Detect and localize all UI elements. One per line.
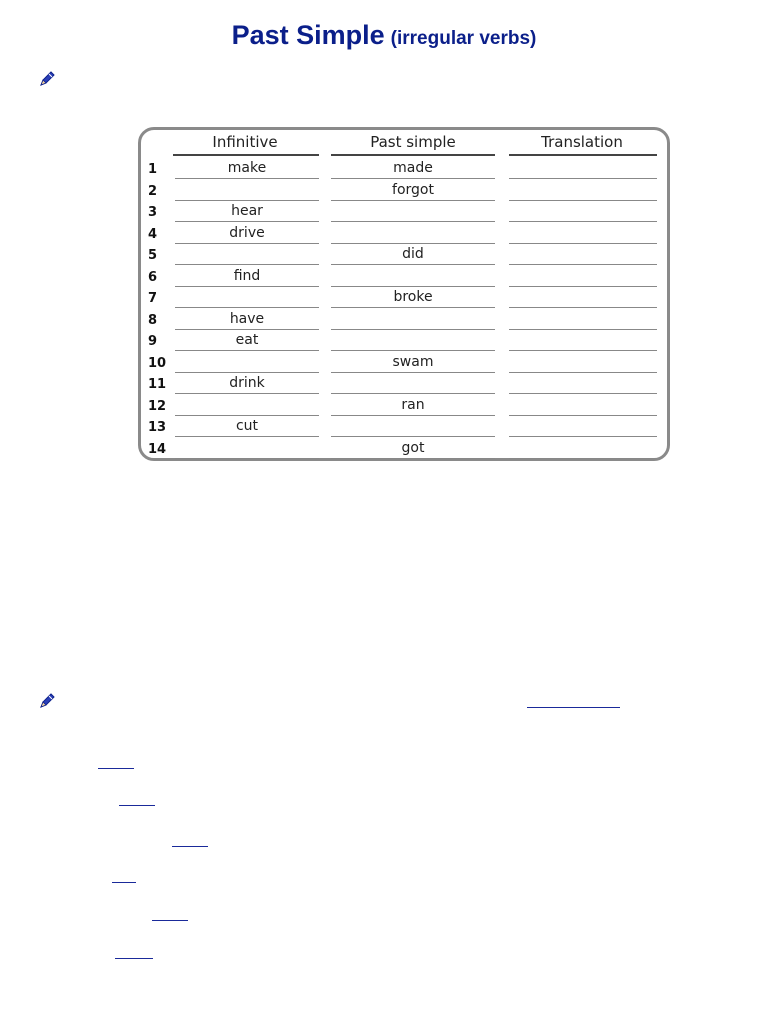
- row-number: 3: [148, 205, 158, 220]
- table-row: [141, 289, 667, 310]
- translation-cell[interactable]: [509, 440, 657, 459]
- answer-blank[interactable]: [119, 805, 155, 806]
- row-number: 14: [148, 441, 167, 457]
- past-simple-cell[interactable]: made: [331, 160, 495, 179]
- answer-blank[interactable]: [115, 958, 153, 959]
- table-row: [141, 160, 667, 181]
- row-number: 6: [148, 269, 158, 285]
- table-row: [141, 375, 667, 396]
- past-simple-cell[interactable]: broke: [331, 289, 495, 308]
- infinitive-cell[interactable]: cut: [175, 418, 319, 437]
- table-row: [141, 418, 667, 439]
- table-row: [141, 397, 667, 418]
- translation-cell[interactable]: [509, 397, 657, 416]
- past-simple-cell[interactable]: ran: [331, 397, 495, 416]
- infinitive-cell[interactable]: hear: [175, 203, 319, 222]
- past-simple-cell[interactable]: [331, 332, 495, 351]
- past-simple-cell[interactable]: [331, 418, 495, 437]
- row-number: 10: [148, 355, 167, 371]
- past-simple-cell[interactable]: got: [331, 440, 495, 459]
- title-subtitle: (irregular verbs): [390, 28, 537, 49]
- translation-cell[interactable]: [509, 225, 657, 244]
- infinitive-cell[interactable]: [175, 289, 319, 308]
- row-number: 5: [148, 248, 158, 263]
- infinitive-cell[interactable]: make: [175, 160, 319, 179]
- translation-cell[interactable]: [509, 160, 657, 179]
- past-simple-cell[interactable]: swam: [331, 354, 495, 373]
- translation-cell[interactable]: [509, 246, 657, 265]
- translation-cell[interactable]: [509, 268, 657, 287]
- answer-blank[interactable]: [172, 846, 208, 847]
- pencil-icon: [38, 692, 56, 710]
- translation-cell[interactable]: [509, 311, 657, 330]
- past-simple-cell[interactable]: did: [331, 246, 495, 265]
- column-header-infinitive: Infinitive: [212, 133, 278, 151]
- table-row: [141, 354, 667, 375]
- header-divider: [509, 154, 657, 156]
- answer-blank[interactable]: [98, 768, 134, 769]
- infinitive-cell[interactable]: drink: [175, 375, 319, 394]
- pencil-icon: [38, 70, 56, 88]
- row-number: 12: [148, 398, 167, 414]
- past-simple-cell[interactable]: [331, 268, 495, 287]
- row-number: 4: [148, 226, 158, 242]
- row-number: 8: [148, 312, 158, 328]
- past-simple-cell[interactable]: forgot: [331, 182, 495, 201]
- header-divider: [331, 154, 495, 156]
- row-number: 11: [148, 377, 167, 392]
- past-simple-cell[interactable]: [331, 225, 495, 244]
- translation-cell[interactable]: [509, 354, 657, 373]
- table-row: [141, 203, 667, 224]
- translation-cell[interactable]: [509, 418, 657, 437]
- table-row: [141, 311, 667, 332]
- column-header-past-simple: Past simple: [370, 133, 456, 151]
- row-number: 2: [148, 183, 158, 199]
- row-number: 13: [148, 420, 167, 435]
- translation-cell[interactable]: [509, 182, 657, 201]
- table-row: [141, 332, 667, 353]
- translation-cell[interactable]: [509, 375, 657, 394]
- column-header-translation: Translation: [541, 133, 623, 151]
- title-main: Past Simple: [231, 20, 385, 50]
- table-row: [141, 246, 667, 267]
- header-divider: [173, 154, 319, 156]
- table-row: [141, 182, 667, 203]
- answer-blank[interactable]: [112, 882, 136, 883]
- past-simple-cell[interactable]: [331, 203, 495, 222]
- infinitive-cell[interactable]: eat: [175, 332, 319, 351]
- infinitive-cell[interactable]: [175, 440, 319, 459]
- row-number: 7: [148, 291, 158, 306]
- infinitive-cell[interactable]: [175, 246, 319, 265]
- table-row: [141, 225, 667, 246]
- answer-blank[interactable]: [152, 920, 188, 921]
- infinitive-cell[interactable]: [175, 182, 319, 201]
- table-row: [141, 440, 667, 461]
- translation-cell[interactable]: [509, 332, 657, 351]
- infinitive-cell[interactable]: [175, 397, 319, 416]
- translation-cell[interactable]: [509, 289, 657, 308]
- translation-cell[interactable]: [509, 203, 657, 222]
- answer-blank[interactable]: [527, 707, 620, 708]
- row-number: 9: [148, 334, 158, 349]
- table-row: [141, 268, 667, 289]
- past-simple-cell[interactable]: [331, 311, 495, 330]
- row-number: 1: [148, 162, 158, 177]
- verb-table: [138, 127, 670, 461]
- infinitive-cell[interactable]: find: [175, 268, 319, 287]
- infinitive-cell[interactable]: drive: [175, 225, 319, 244]
- infinitive-cell[interactable]: have: [175, 311, 319, 330]
- page-title: [0, 20, 768, 51]
- past-simple-cell[interactable]: [331, 375, 495, 394]
- infinitive-cell[interactable]: [175, 354, 319, 373]
